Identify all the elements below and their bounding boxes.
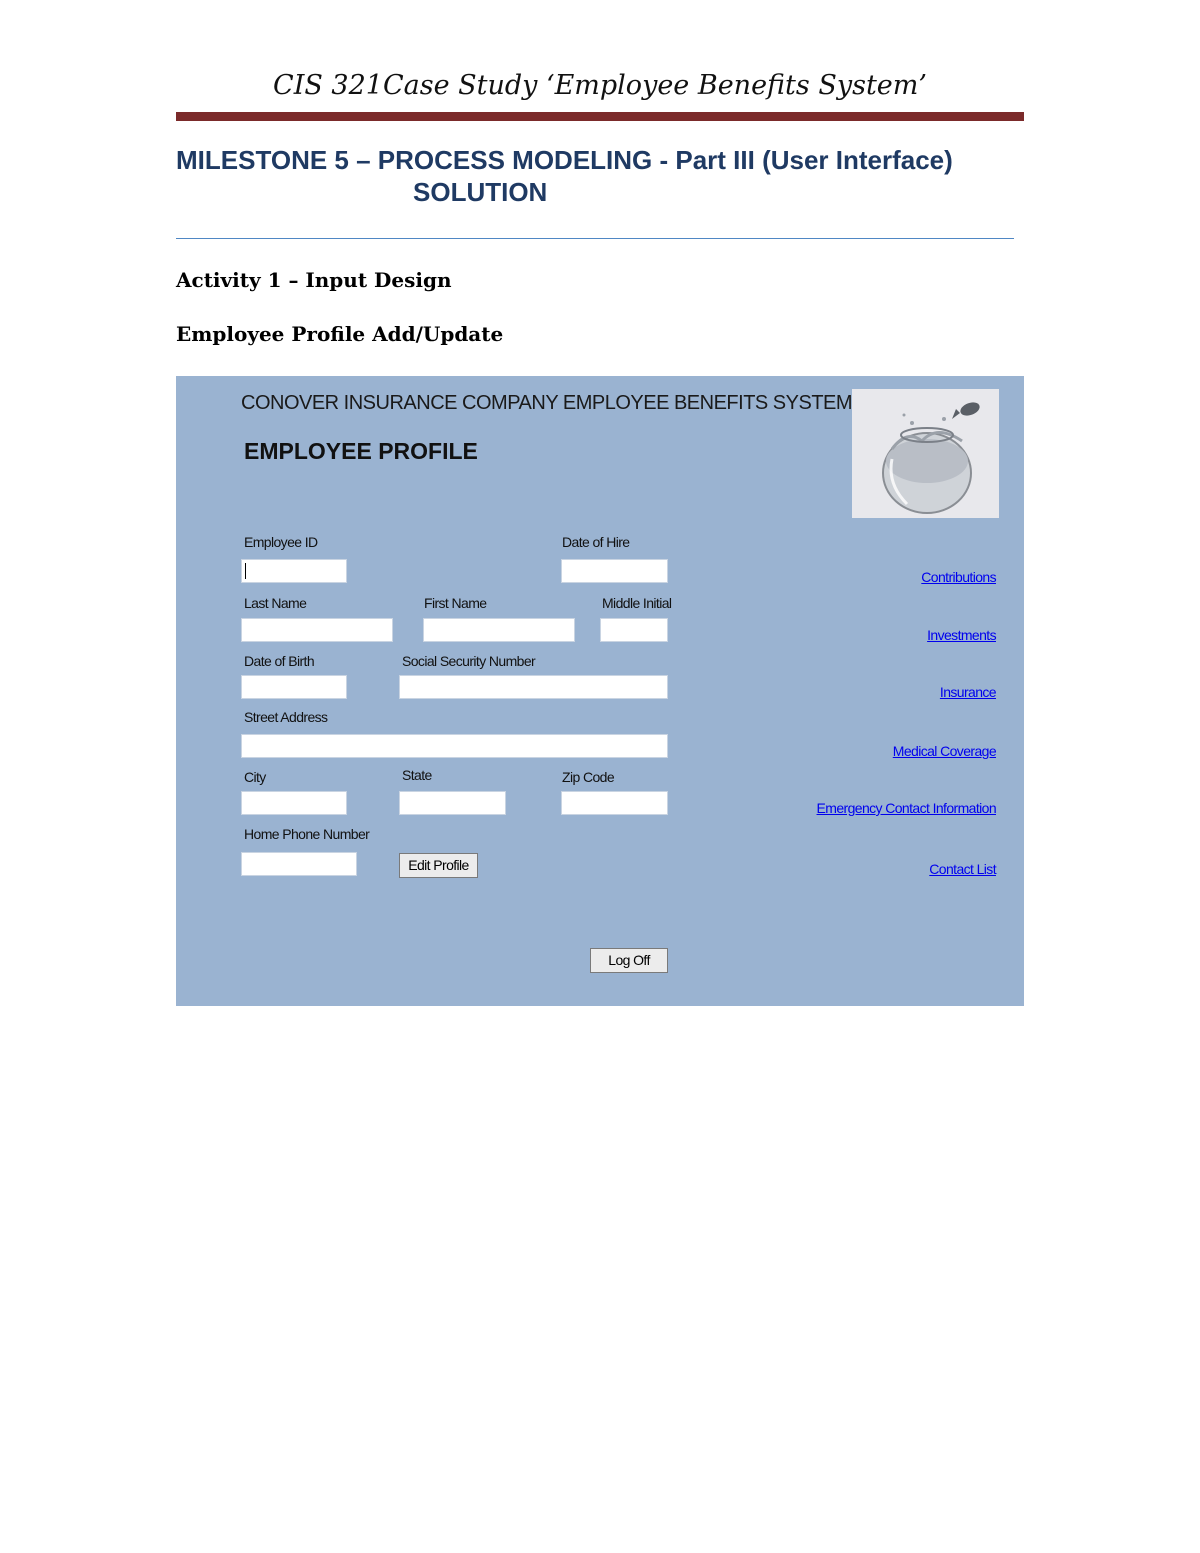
- home-phone-label: Home Phone Number: [244, 826, 370, 842]
- middle-initial-field[interactable]: [600, 618, 668, 642]
- milestone-line-1: MILESTONE 5 – PROCESS MODELING - Part III (User Interface): [176, 145, 953, 175]
- text-caret: [245, 563, 246, 579]
- street-address-field[interactable]: [241, 734, 668, 758]
- running-header: CIS 321Case Study ‘Employee Benefits System’: [273, 70, 927, 101]
- employee-profile-form: [176, 376, 1024, 1006]
- last-name-label: Last Name: [244, 595, 307, 611]
- city-label: City: [244, 769, 266, 785]
- screen-title: EMPLOYEE PROFILE: [244, 438, 478, 464]
- city-field[interactable]: [241, 791, 347, 815]
- activity-heading: Activity 1 – Input Design: [176, 268, 452, 292]
- first-name-field[interactable]: [423, 618, 575, 642]
- employee-id-label: Employee ID: [244, 534, 318, 550]
- street-address-label: Street Address: [244, 709, 328, 725]
- header-rule: [176, 112, 1024, 121]
- zip-code-label: Zip Code: [562, 769, 615, 785]
- date-of-birth-label: Date of Birth: [244, 653, 315, 669]
- company-banner: CONOVER INSURANCE COMPANY EMPLOYEE BENEFITS SYSTEM: [241, 392, 853, 414]
- last-name-field[interactable]: [241, 618, 393, 642]
- state-field[interactable]: [399, 791, 506, 815]
- first-name-label: First Name: [424, 595, 487, 611]
- medical-coverage-link[interactable]: Medical Coverage: [892, 743, 996, 759]
- date-of-hire-label: Date of Hire: [562, 534, 630, 550]
- milestone-heading: [176, 144, 1024, 208]
- log-off-button[interactable]: Log Off: [590, 948, 668, 973]
- contributions-link[interactable]: Contributions: [921, 569, 996, 585]
- insurance-link[interactable]: Insurance: [939, 684, 996, 700]
- emergency-contact-link[interactable]: Emergency Contact Information: [816, 800, 996, 816]
- date-of-hire-field[interactable]: [561, 559, 668, 583]
- employee-id-field[interactable]: [241, 559, 347, 583]
- section-divider: [176, 238, 1014, 239]
- contact-list-link[interactable]: Contact List: [929, 861, 996, 877]
- edit-profile-button[interactable]: Edit Profile: [399, 853, 478, 878]
- middle-initial-label: Middle Initial: [602, 595, 672, 611]
- section-heading: Employee Profile Add/Update: [176, 322, 504, 346]
- ssn-field[interactable]: [399, 675, 668, 699]
- milestone-line-2: SOLUTION: [413, 177, 548, 207]
- zip-code-field[interactable]: [561, 791, 668, 815]
- fishbowl-logo-icon: [852, 389, 999, 518]
- home-phone-field[interactable]: [241, 852, 357, 876]
- date-of-birth-field[interactable]: [241, 675, 347, 699]
- ssn-label: Social Security Number: [402, 653, 536, 669]
- state-label: State: [402, 767, 432, 783]
- investments-link[interactable]: Investments: [927, 627, 996, 643]
